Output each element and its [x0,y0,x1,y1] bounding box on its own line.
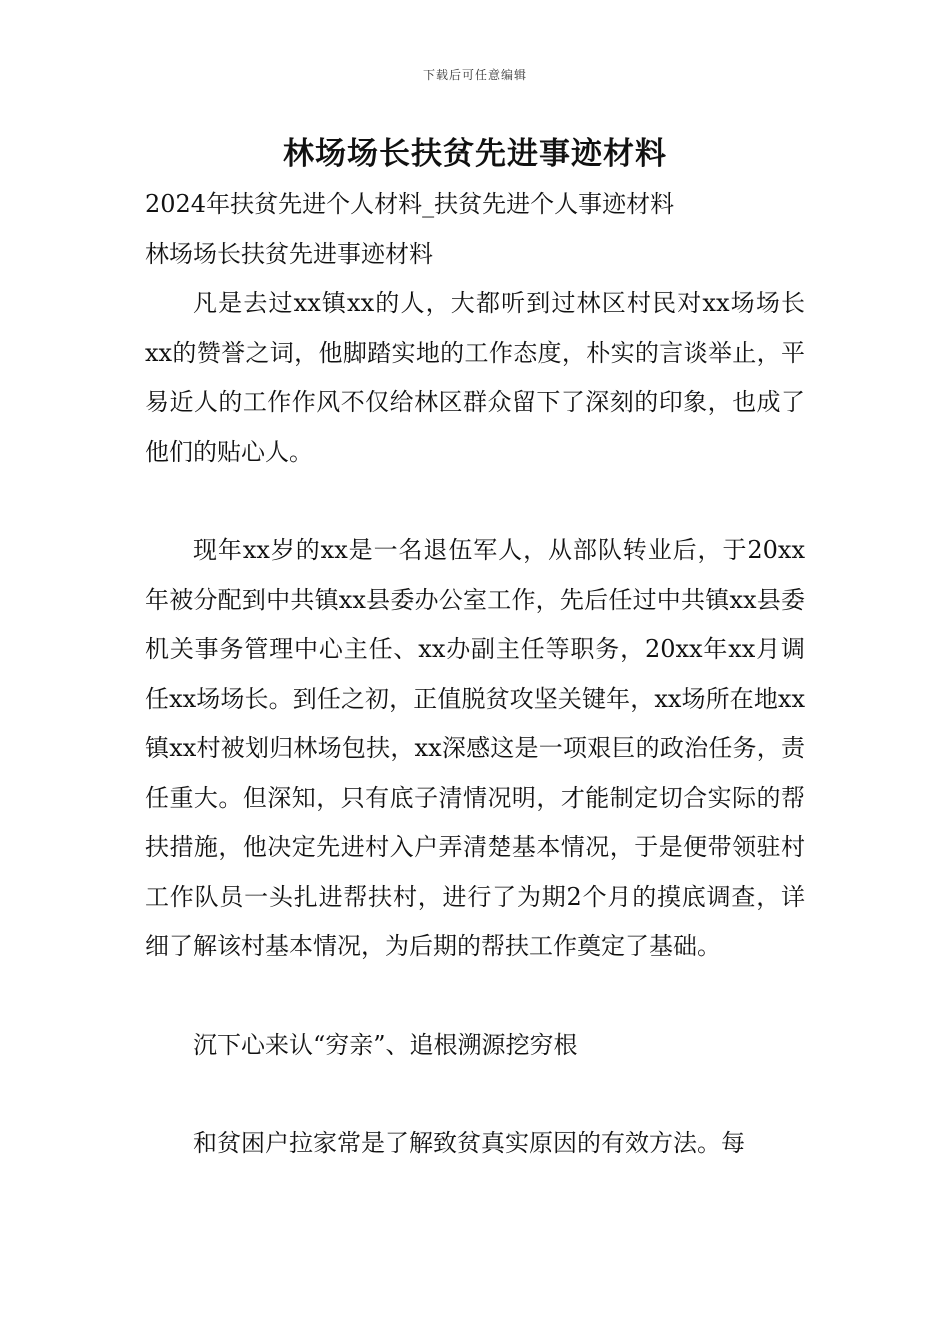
paragraph-visits: 和贫困户拉家常是了解致贫真实原因的有效方法。每 [193,1129,745,1157]
document-title: 林场场长扶贫先进事迹材料 [283,136,667,172]
document-body [145,180,805,1169]
paragraph-spacer [145,972,805,1021]
subtitle-line-1: 2024年扶贫先进个人材料_扶贫先进个人事迹材料 [145,190,675,218]
paragraph-intro: 凡是去过xx镇xx的人，大都听到过林区村民对xx场场长xx的赞誉之词，他脚踏实地的工作态度，朴实的言谈举止，平易近人的工作作风不仅给林区群众留下了深刻的印象，也成了他们的贴心人。 [145,289,805,466]
page-header-note: 下载后可任意编辑 [422,68,527,82]
section-heading: 沉下心来认“穷亲”、追根溯源挖穷根 [193,1030,578,1059]
paragraph-spacer [145,477,805,526]
subtitle-line-2: 林场场长扶贫先进事迹材料 [145,239,433,268]
paragraph-spacer [145,1070,805,1119]
paragraph-background: 现年xx岁的xx是一名退伍军人，从部队转业后，于20xx年被分配到中共镇xx县委办公室工作，先后任过中共镇xx县委机关事务管理中心主任、xx办副主任等职务，20xx年xx月调任xx场场长。到任之初，正值脱贫攻坚关键年，xx场所在地xx镇xx村被划归林场包扶，xx深感这是一项艰巨的政治任务，责任重大。但深知，只有底子清情况明，才能制定切合实际的帮扶措施，他决定先进村入户弄清楚基本情况，于是便带领驻村工作队员一头扎进帮扶村，进行了为期2个月的摸底调查，详细了解该村基本情况，为后期的帮扶工作奠定了基础。 [145,536,805,960]
